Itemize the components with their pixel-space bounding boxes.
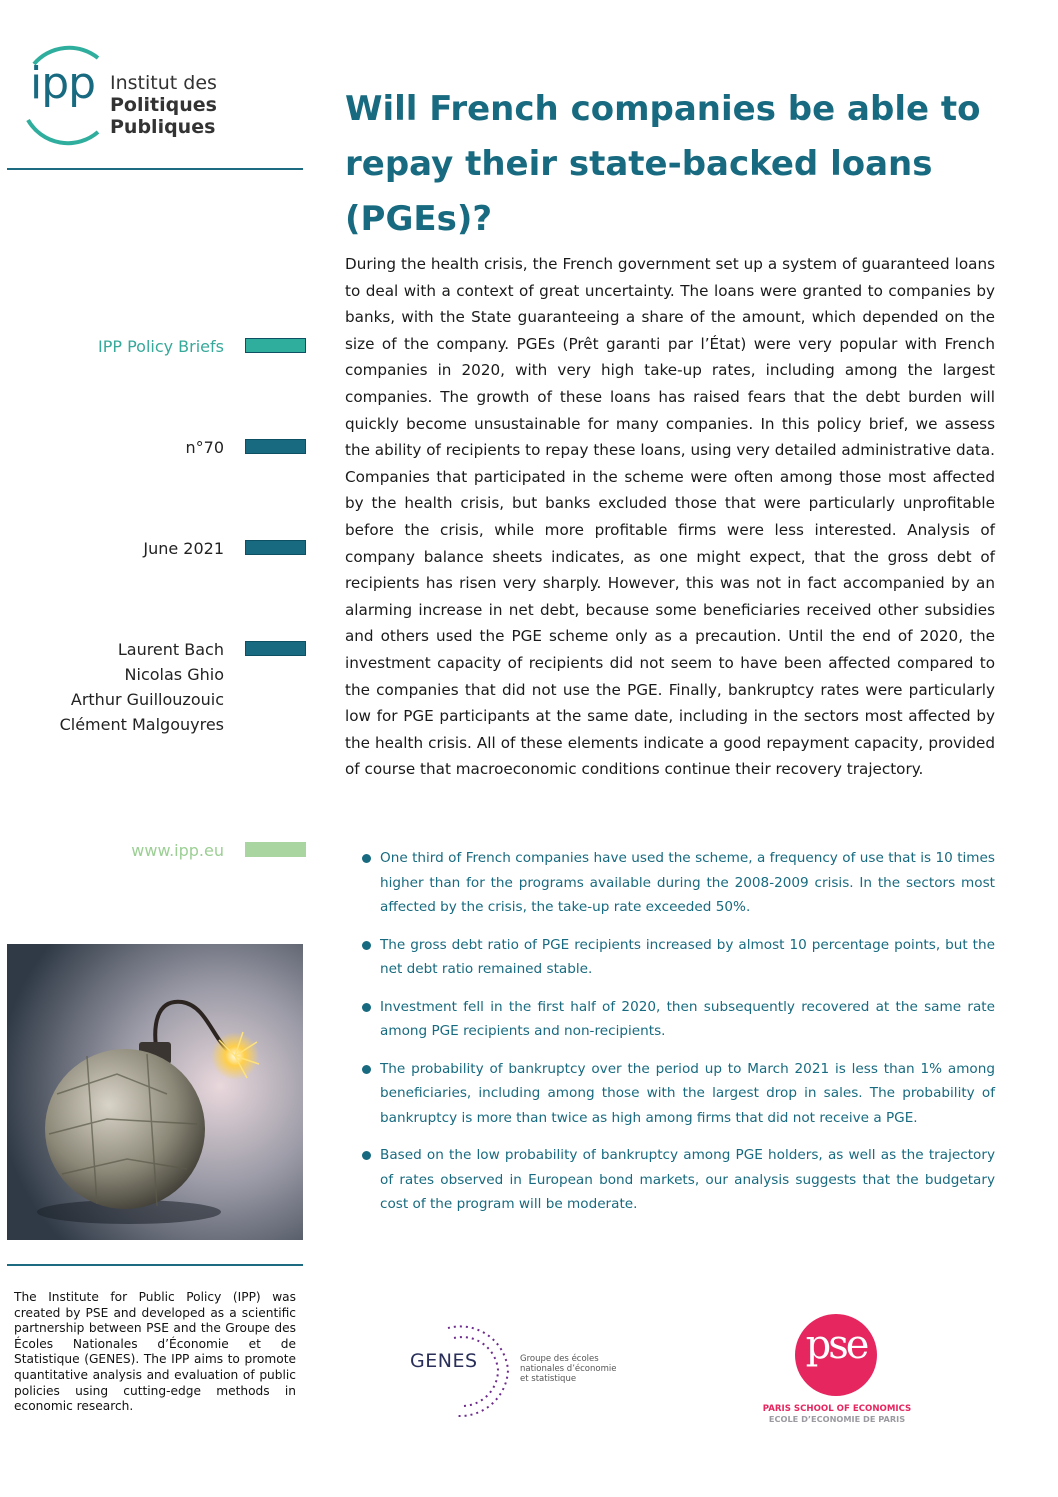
- pse-logo: [762, 1314, 912, 1424]
- bullet-icon: [362, 1003, 371, 1012]
- key-point-text: The probability of bankruptcy over the period up to March 2021 is less than 1% among beneficiaries, including among those with the largest drop in sales. The probability of bankruptcy is more than twice as high among firms that did not receive a PGE.: [380, 1060, 995, 1126]
- bullet-icon: [362, 941, 371, 950]
- money-bomb-icon: [7, 944, 303, 1240]
- logo-mark: ipp: [30, 58, 96, 109]
- genes-logo: [408, 1320, 618, 1420]
- bullet-icon: [362, 854, 371, 863]
- date-bar: [245, 540, 306, 555]
- key-point: [360, 995, 995, 1044]
- key-point: [360, 933, 995, 982]
- pse-line2: ECOLE D’ECONOMIE DE PARIS: [768, 1414, 906, 1424]
- series-label: IPP Policy Briefs: [97, 337, 224, 356]
- genes-name: GENES: [410, 1350, 478, 1372]
- pse-mark: pse: [805, 1322, 867, 1368]
- key-point: [360, 1057, 995, 1131]
- publication-date: June 2021: [143, 539, 224, 558]
- author-list: [60, 637, 224, 737]
- author-name: Clément Malgouyres: [59, 715, 224, 734]
- key-points-list: [360, 846, 995, 1230]
- footer-divider: [7, 1264, 303, 1266]
- abstract-text: During the health crisis, the French government set up a system of guaranteed loans to deal with a context of great uncertainty. The loans were granted to companies by banks, with the State guaranteeing a share of the amount, which depended on the size of the company. PGEs (Prêt garanti par l’État) were very popular with French companies in 2020, with very high take-up rates, including among the largest companies. The growth of these loans has raised fears that the debt burden will quickly become unsustainable for many companies. In this policy brief, we assess the ability of recipients to repay these loans, using very detailed administrative data. Companies that participated in the scheme were often among those most affected by the health crisis, but banks excluded those that were particularly unprofitable before the crisis, while more profitable firms were less interested. Analysis of company balance sheets indicates, as one might expect, that the gross debt of recipients has risen very sharply. However, this was not in fact accompanied by an alarming increase in net debt, because some beneficiaries received other subsidies and others used the PGE scheme only as a precaution. Until the end of 2020, the investment capacity of recipients did not seem to have been affected compared to the companies that did not use the PGE. Finally, bankruptcy rates were particularly low for PGE participants at the same date, including in the sectors most affected by the health crisis. All of these elements indicate a good repayment capacity, provided of course that macroeconomic conditions continue their recovery trajectory.: [345, 255, 995, 779]
- cover-image: [7, 944, 303, 1240]
- key-point: [360, 1143, 995, 1217]
- number-bar: [245, 439, 306, 454]
- pse-line1: PARIS SCHOOL OF ECONOMICS: [762, 1404, 912, 1414]
- key-point-text: The gross debt ratio of PGE recipients increased by almost 10 percentage points, but the net debt ratio remained stable.: [380, 936, 995, 977]
- author-name: Nicolas Ghio: [124, 665, 224, 684]
- about-ipp-text: The Institute for Public Policy (IPP) was created by PSE and developed as a scientific partnership between PSE and the Groupe des Écoles Nationales d’Économie et de Statistique (GENES). The IPP aims to promote quantitative analysis and evaluation of public policies using cutting-edge methods in economic research.: [14, 1290, 296, 1414]
- author-name: Arthur Guillouzouic: [70, 690, 224, 709]
- issue-number: n°70: [185, 438, 224, 457]
- series-bar: [245, 338, 306, 353]
- key-point: [360, 846, 995, 920]
- key-point-text: Investment fell in the first half of 2020, then subsequently recovered at the same rate among PGE recipients and non-recipients.: [380, 998, 995, 1039]
- author-name: Laurent Bach: [117, 640, 224, 659]
- header-divider: [7, 168, 303, 170]
- bullet-icon: [362, 1065, 371, 1074]
- ipp-logo: [22, 44, 312, 148]
- website-bar: [245, 842, 306, 857]
- logo-line2: Politiques Publiques: [110, 94, 217, 138]
- logo-wordmark: [110, 72, 312, 138]
- bullet-icon: [362, 1151, 371, 1160]
- key-point-text: Based on the low probability of bankruptcy among PGE holders, as well as the trajectory of rates observed in European bond markets, our analysis suggests that the budgetary cost of the program will be moderate.: [380, 1147, 995, 1212]
- logo-line1: Institut des: [110, 72, 217, 94]
- genes-subtitle: Groupe des écoles nationales d’économie et statistique: [520, 1354, 617, 1384]
- key-point-text: One third of French companies have used the scheme, a frequency of use that is 10 times higher than for the programs available during the 2008-2009 crisis. In the sectors most affected by the crisis, the take-up rate exceeded 50%.: [380, 850, 995, 915]
- page-title: Will French companies be able to repay their state-backed loans (PGEs)?: [345, 89, 981, 239]
- website-link[interactable]: www.ipp.eu: [131, 841, 224, 860]
- authors-bar: [245, 641, 306, 656]
